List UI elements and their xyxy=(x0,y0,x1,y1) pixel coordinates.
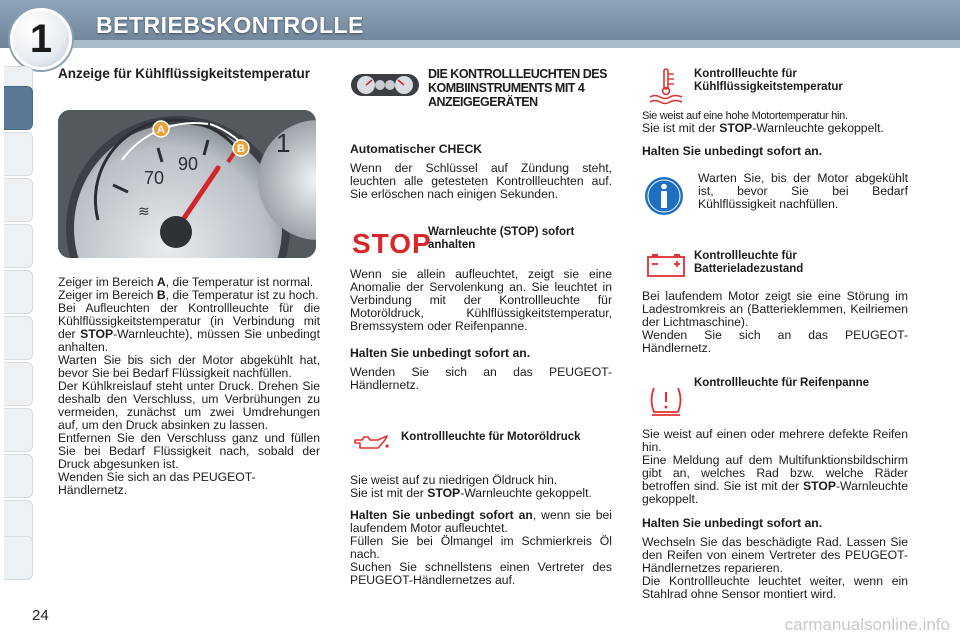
coolant-temp-icon xyxy=(647,66,685,106)
section-heading: Anzeige für Kühlflüssigkeitstemperatur xyxy=(58,66,311,81)
auto-check-text: Wenn der Schlüssel auf Zündung steht, leuchten alle getesteten Kontrollleuchten auf. Sie erlöschen nach einigen Sekunden. xyxy=(350,161,612,201)
info-icon xyxy=(644,176,684,216)
text-run: Zeiger im Bereich xyxy=(58,288,157,302)
tyre-text-2 xyxy=(642,454,908,506)
text-run: -Warnleuchte gekoppelt. xyxy=(460,486,592,500)
pressure-text: Der Kühlkreislauf steht unter Druck. Drehen Sie deshalb den Verschluss, um Verbrühungen zu vermeiden, zunächst um zwei Umdrehungen auf, um den Druck absinken zu lassen. xyxy=(58,379,320,432)
tyre-text-1: Sie weist auf einen oder mehrere defekte Reifen hin. xyxy=(642,427,908,454)
coolant-section xyxy=(642,110,908,158)
chapter-tab[interactable] xyxy=(4,362,33,406)
tyre-label: Kontrollleuchte für Reifenpanne xyxy=(694,377,870,389)
tyre-text-3: Wechseln Sie das beschädigte Rad. Lassen Sie den Reifen von einem Vertreter des PEUGEOT-Händlernetzes reparieren. xyxy=(642,535,908,575)
text-run: -Warnleuchte gekoppelt. xyxy=(642,479,908,506)
text-run: Halten Sie unbedingt sofort an xyxy=(350,508,533,522)
tyre-pressure-icon xyxy=(646,382,686,420)
chapter-tab-active[interactable] xyxy=(4,86,33,130)
chapter-tab[interactable] xyxy=(4,536,33,580)
text-run: Sie ist mit der xyxy=(350,486,428,500)
stop-label: Warnleuchte (STOP) sofort anhalten xyxy=(428,226,575,251)
oil-halt-text xyxy=(350,509,612,535)
chapter-tab[interactable] xyxy=(4,224,33,268)
text-run: , die Temperatur ist normal. xyxy=(165,275,314,289)
tyre-halt: Halten Sie unbedingt sofort an. xyxy=(642,516,823,530)
oil-section xyxy=(350,474,612,587)
coolant-gauge-section xyxy=(58,66,320,81)
text-run: Zeiger im Bereich xyxy=(58,275,157,289)
coolant-small-text: Sie weist auf eine hohe Motortemperatur hin. xyxy=(642,110,848,122)
oil-text-1: Sie weist auf zu niedrigen Öldruck hin. xyxy=(350,473,558,487)
page-title: BETRIEBSKONTROLLE xyxy=(96,12,364,38)
thermometer-symbol: ≋ xyxy=(138,204,150,220)
coolant-gauge-photo xyxy=(58,110,316,258)
stop-dealer: Wenden Sie sich an das PEUGEOT-Händlernetz. xyxy=(350,365,612,392)
text-run: STOP xyxy=(719,121,753,135)
stop-section xyxy=(350,268,612,392)
battery-label: Kontrollleuchte für Batterieladezustand xyxy=(694,250,804,275)
auto-check-section xyxy=(350,143,612,201)
text-run: A xyxy=(156,275,166,289)
text-run: Bei Aufleuchten der Kontrollleuchte für die Kühlflüssigkeitstemperatur (in Verbindung mit der xyxy=(58,301,320,341)
text-run: Eine Meldung auf dem Multifunktionsbildschirm gibt an, welches Rad bzw. welche Räder betroffen sind. Sie ist mit der xyxy=(642,453,908,493)
auto-check-heading: Automatischer CHECK xyxy=(350,142,483,156)
text-run: , die Temperatur ist zu hoch. xyxy=(165,288,319,302)
chapter-tab[interactable] xyxy=(4,270,33,314)
coolant-info xyxy=(698,172,908,211)
oil-label: Kontrollleuchte für Motoröldruck xyxy=(401,431,581,443)
battery-text: Bei laufendem Motor zeigt sie eine Störung im Ladestromkreis an (Batterieklemmen, Keilriemen der Lichtmaschine). xyxy=(642,289,908,329)
zone-a-label: A xyxy=(157,124,165,136)
text-run: Sie ist mit der xyxy=(642,121,720,135)
dealer-text: Wenden Sie sich an das PEUGEOT-Händlernetz. xyxy=(58,470,256,497)
chapter-tab[interactable] xyxy=(4,178,33,222)
stop-text: Wenn sie allein aufleuchtet, zeigt sie eine Anomalie der Servolenkung an. Sie leuchtet in Verbindung mit der Kontrollleuchte für Motoröldruck, Kühlflüssigkeitstemperatur, Bremssystem oder Reifenpanne. xyxy=(350,267,612,333)
battery-icon xyxy=(645,252,687,278)
chapter-tab[interactable] xyxy=(4,454,33,498)
page-number: 24 xyxy=(32,607,49,624)
cluster-heading: DIE KONTROLLLEUCHTEN DES KOMBIINSTRUMENTS MIT 4 ANZEIGEGERÄTEN xyxy=(428,67,607,109)
watermark: carmanualsonline.info xyxy=(784,615,950,634)
gauge-illustration xyxy=(58,110,316,258)
tyre-section xyxy=(642,428,908,601)
text-run: STOP xyxy=(427,486,461,500)
cluster-icon xyxy=(350,70,420,100)
battery-section xyxy=(642,290,908,355)
stop-icon: STOP xyxy=(352,228,432,259)
coolant-label: Kontrollleuchte für Kühlflüssigkeitstemperatur xyxy=(694,68,843,93)
cooldown-text: Warten Sie bis sich der Motor abgekühlt hat, bevor Sie bei Bedarf Flüssigkeit nachfüllen. xyxy=(58,353,320,380)
text-run: B xyxy=(156,288,166,302)
coolant-gauge-text xyxy=(58,276,320,497)
coolant-stop-text xyxy=(642,122,908,135)
tyre-text-4: Die Kontrollleuchte leuchtet weiter, wenn ein Stahlrad ohne Sensor montiert wird. xyxy=(642,574,908,601)
oil-can-icon xyxy=(352,432,390,454)
chapter-tabs xyxy=(0,66,34,576)
chapter-tab[interactable] xyxy=(4,316,33,360)
text-run: -Warnleuchte), müssen Sie unbedingt anhalten. xyxy=(58,327,320,354)
text-run: , wenn sie bei laufendem Motor aufleuchtet. xyxy=(350,508,612,535)
coolant-halt: Halten Sie unbedingt sofort an. xyxy=(642,144,823,158)
zone-b-label: B xyxy=(237,143,245,155)
chapter-tab[interactable] xyxy=(4,132,33,176)
oil-text-2 xyxy=(350,487,612,500)
oil-text-3: Füllen Sie bei Ölmangel im Schmierkreis Öl nach. xyxy=(350,534,612,561)
header-underline xyxy=(60,40,960,48)
coolant-info-text: Warten Sie, bis der Motor abgekühlt ist, bevor Sie bei Bedarf Kühlflüssigkeit nachfüllen. xyxy=(698,171,908,211)
gauge-tick-1: 1 xyxy=(276,128,291,158)
chapter-badge: 1 xyxy=(10,8,72,70)
stop-halt: Halten Sie unbedingt sofort an. xyxy=(350,346,531,360)
warning-text xyxy=(58,302,320,354)
text-run: -Warnleuchte gekoppelt. xyxy=(752,121,884,135)
text-run: STOP xyxy=(80,327,114,341)
gauge-tick-70: 70 xyxy=(144,168,165,188)
refill-text: Entfernen Sie den Verschluss ganz und füllen Sie bei Bedarf Flüssigkeit nach, sobald der Druck abgesunken ist. xyxy=(58,431,320,471)
chapter-tab[interactable] xyxy=(4,408,33,452)
oil-text-4: Suchen Sie schnellstens einen Vertreter des PEUGEOT-Händlernetzes auf. xyxy=(350,560,612,587)
battery-dealer: Wenden Sie sich an das PEUGEOT-Händlernetz. xyxy=(642,328,908,355)
gauge-tick-90: 90 xyxy=(178,154,199,174)
text-run: STOP xyxy=(803,479,836,493)
